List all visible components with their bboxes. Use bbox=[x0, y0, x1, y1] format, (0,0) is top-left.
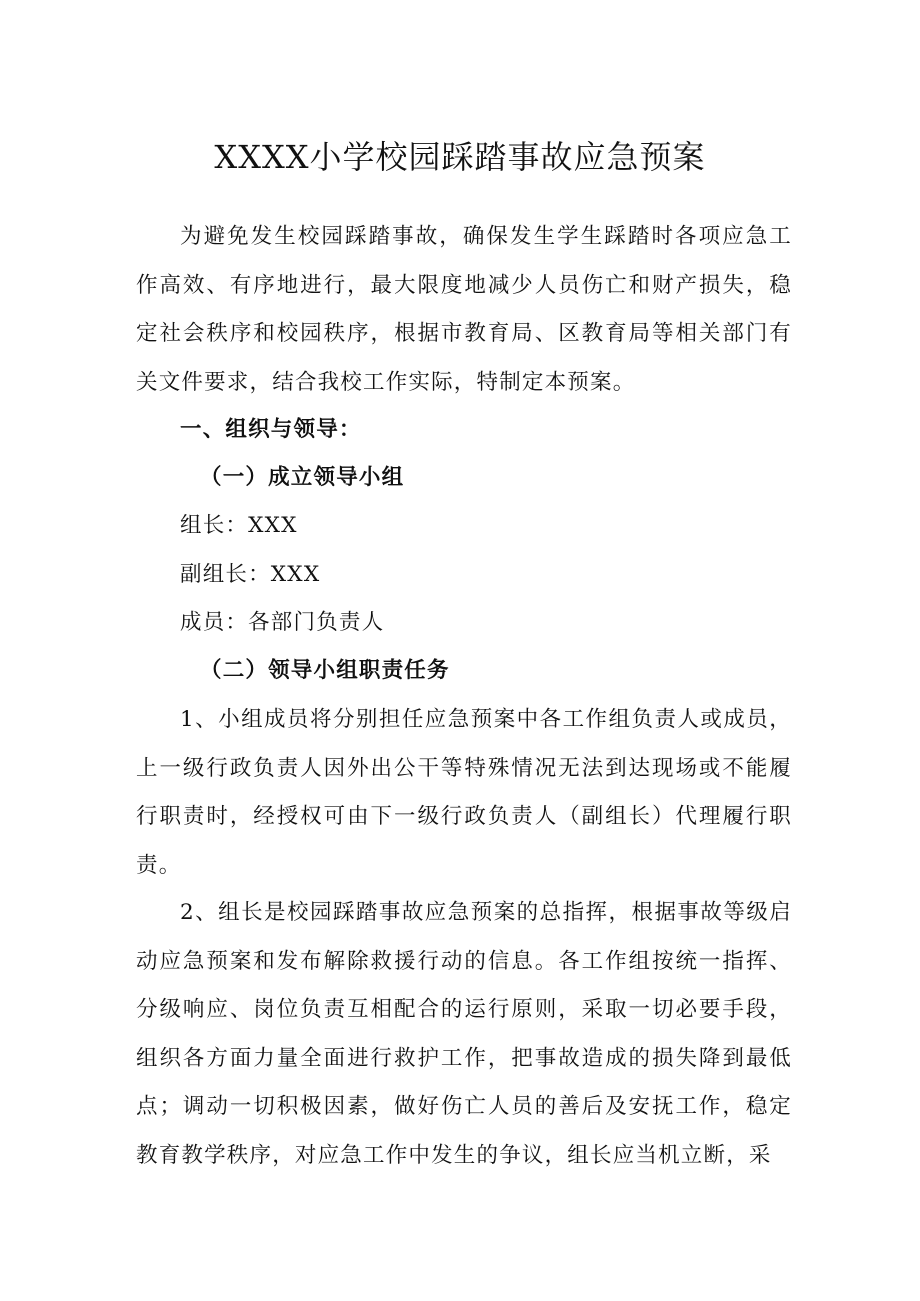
duty-item-2: 2、组长是校园踩踏事故应急预案的总指挥，根据事故等级启动应急预案和发布解除救援行动的信息。各工作组按统一指挥、分级响应、岗位负责互相配合的运行原则，采取一切必要手段，组织各方面力量全面进行救护工作，把事故造成的损失降到最低点；调动一切积极因素，做好伤亡人员的善后及安抚工作，稳定教育教学秩序，对应急工作中发生的争议，组长应当机立断，采 bbox=[136, 900, 792, 1168]
leader-line: 组长：XXX bbox=[180, 513, 298, 538]
deputy-leader-line: 副组长：XXX bbox=[180, 562, 321, 587]
document-title: XXXX小学校园踩踏事故应急预案 bbox=[214, 138, 706, 177]
subsection-heading-duties: （二）领导小组职责任务 bbox=[200, 658, 450, 683]
intro-paragraph: 为避免发生校园踩踏事故，确保发生学生踩踏时各项应急工作高效、有序地进行，最大限度地减少人员伤亡和财产损失，稳定社会秩序和校园秩序，根据市教育局、区教育局等相关部门有关文件要求，结合我校工作实际，特制定本预案。 bbox=[136, 224, 792, 395]
subsection-heading-leadership-group: （一）成立领导小组 bbox=[200, 465, 405, 490]
duty-item-1: 1、小组成员将分别担任应急预案中各工作组负责人或成员，上一级行政负责人因外出公干等特殊情况无法到达现场或不能履行职责时，经授权可由下一级行政负责人（副组长）代理履行职责。 bbox=[136, 707, 792, 878]
section-heading-organization: 一、组织与领导： bbox=[180, 417, 362, 442]
members-line: 成员：各部门负责人 bbox=[180, 610, 385, 635]
